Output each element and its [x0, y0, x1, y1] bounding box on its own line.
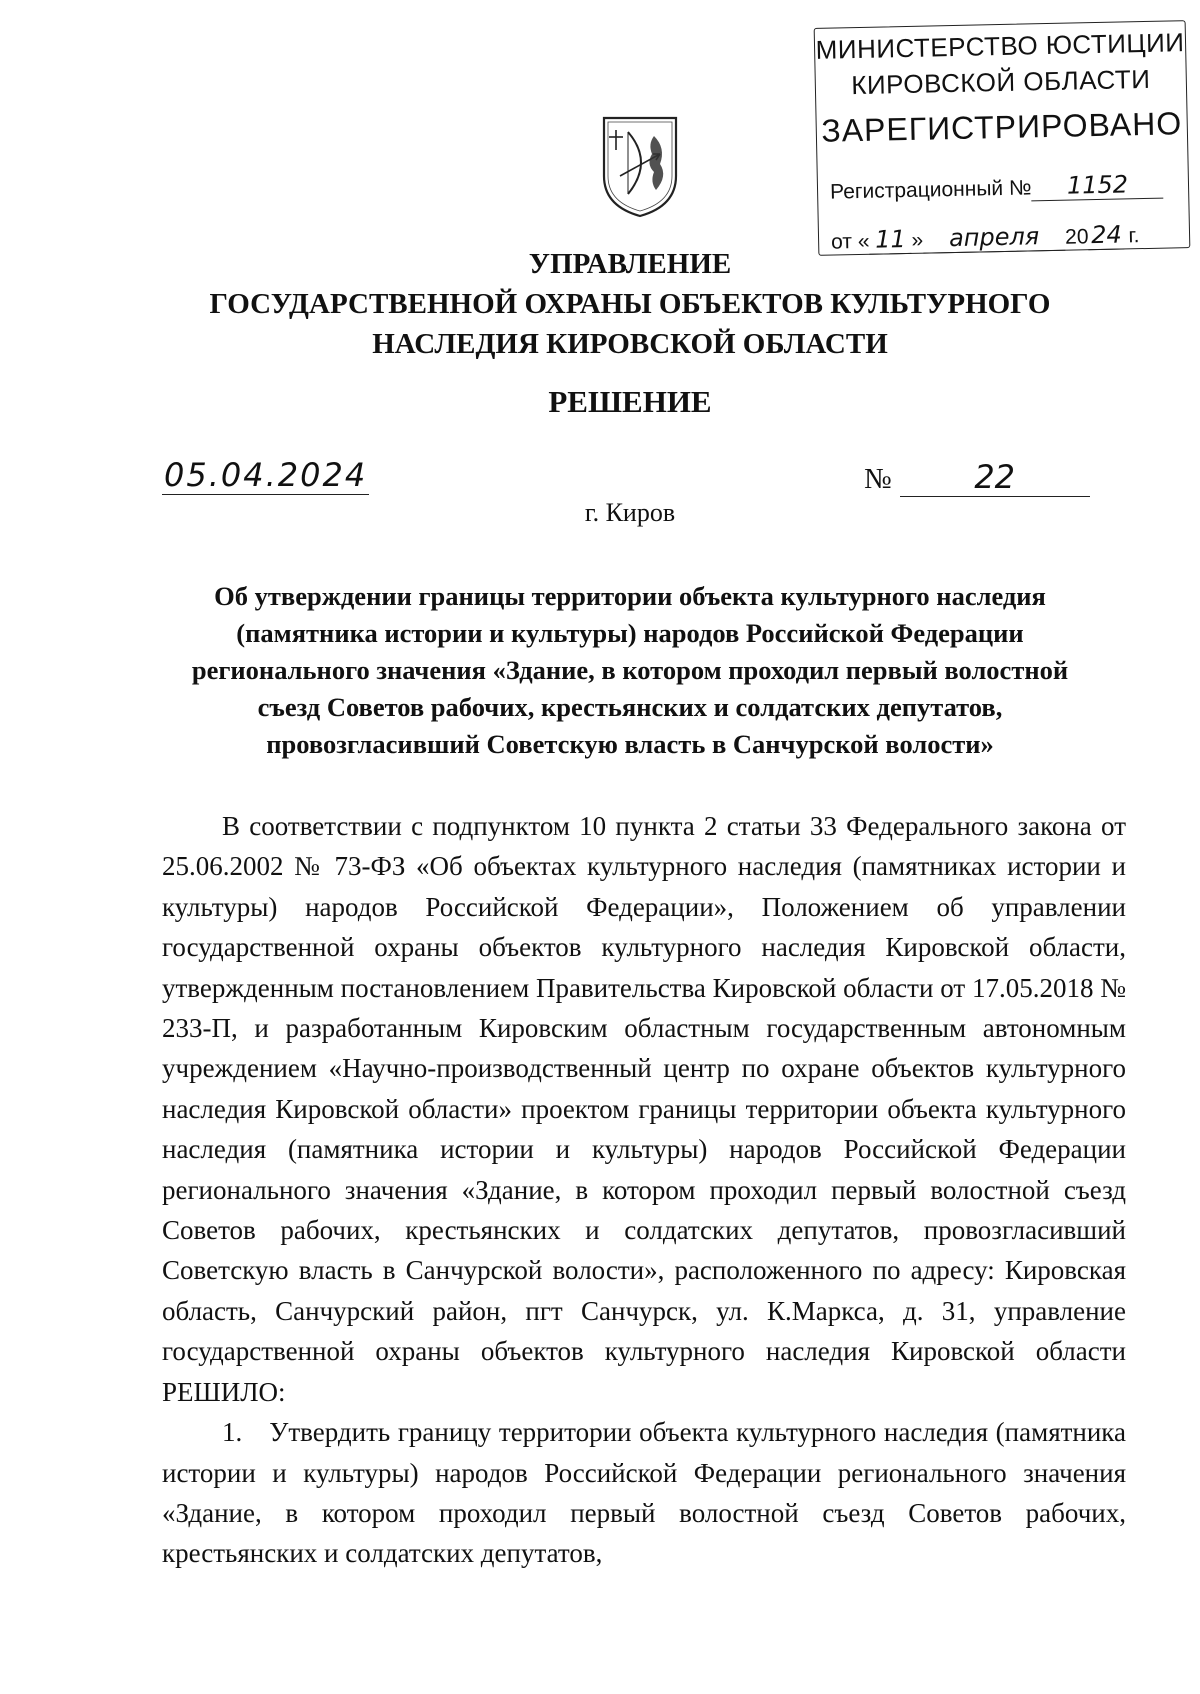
document-date: 05.04.2024 [164, 456, 368, 494]
stamp-date-day: 11 [869, 225, 912, 255]
subject-line: регионального значения «Здание, в котором проходил первый волостной [191, 655, 1069, 685]
kirov-coat-of-arms-icon [598, 114, 682, 218]
stamp-reg-number: 1152 [1031, 170, 1164, 202]
document-number: 22 [900, 458, 1090, 497]
stamp-date-mid: » [911, 228, 924, 252]
body-paragraph-item-1: 1. Утвердить границу территории объекта культурного наследия (памятника истории и культуры) народов Российской Федерации регионального значения «Здание, в котором проходил первый волостной съезд Советов рабочих, крестьянских и солдатских депутатов, [162, 1417, 1126, 1569]
stamp-reg-label: Регистрационный № [829, 176, 1032, 204]
document-body [162, 806, 1126, 1574]
header-line3: НАСЛЕДИЯ КИРОВСКОЙ ОБЛАСТИ [372, 328, 888, 360]
document-number-row [864, 458, 1090, 497]
stamp-date-end: г. [1128, 224, 1140, 248]
stamp-date-year-prefix: 20 [1064, 225, 1089, 249]
stamp-registration-number-row [830, 170, 1164, 206]
authority-header [100, 244, 1160, 364]
stamp-date-year-suffix: 24 [1088, 220, 1125, 250]
body-paragraph-preamble: В соответствии с подпунктом 10 пункта 2 статьи 33 Федерального закона от 25.06.2002 № 73-ФЗ «Об объектах культурного наследия (памятниках истории и культуры) народов Российской Федерации», Положением об управлении государственной охраны объектов культурного наследия Кировской области, утвержденным постановлением Правительства Кировской области от 17.05.2018 № 233-П, и разработанным Кировским областным государственным автономным учреждением «Научно-производственный центр по охране объектов культурного наследия Кировской области» проектом границы территории объекта культурного наследия (памятника истории и культуры) народов Российской Федерации регионального значения «Здание, в котором проходил первый волостной съезд Советов рабочих, крестьянских и солдатских депутатов, провозгласивший Советскую власть в Санчурской волости», расположенного по адресу: Кировская область, Санчурский район, пгт Санчурск, ул. К.Маркса, д. 31, управление государственной охраны объектов культурного наследия Кировской области РЕШИЛО: [162, 811, 1126, 1407]
stamp-ministry-line2: КИРОВСКОЙ ОБЛАСТИ [850, 63, 1151, 101]
document-subject [140, 578, 1120, 763]
header-line1: УПРАВЛЕНИЕ [528, 248, 732, 280]
document-city: г. Киров [584, 498, 676, 527]
document-type: РЕШЕНИЕ [548, 384, 712, 419]
stamp-ministry-line1: МИНИСТЕРСТВО ЮСТИЦИИ [815, 27, 1185, 65]
subject-line: съезд Советов рабочих, крестьянских и солдатских депутатов, [257, 692, 1003, 722]
stamp-date-month: апреля [923, 222, 1066, 254]
subject-line: Об утверждении границы территории объекта культурного наследия [214, 581, 1046, 611]
stamp-status: ЗАРЕГИСТРИРОВАНО [821, 105, 1183, 149]
header-line2: ГОСУДАРСТВЕННОЙ ОХРАНЫ ОБЪЕКТОВ КУЛЬТУРНОГО [209, 288, 1051, 320]
document-number-label: № [864, 463, 892, 495]
subject-line: (памятника истории и культуры) народов Российской Федерации [236, 618, 1024, 648]
subject-line: провозгласивший Советскую власть в Санчурской волости» [266, 729, 994, 759]
registration-stamp [814, 20, 1191, 256]
stamp-date-prefix: от « [830, 229, 870, 254]
